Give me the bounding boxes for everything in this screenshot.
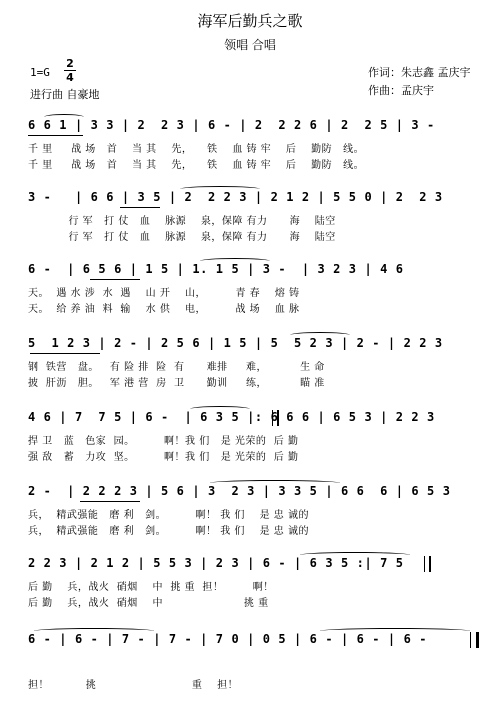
notation-line-4: 5 1 2 3 | 2 - | 2 5 6 | 1 5 | 5 5 2 3 | 2 - | 2 2 3	[28, 336, 443, 350]
song-title: 海军后勤兵之歌	[197, 12, 303, 30]
key-signature: 1=G	[30, 66, 50, 79]
time-signature-top: 2	[66, 57, 74, 70]
lyric-line-1b: 千 里 战 场 首 当 其 先， 铁 血 铸 牢 后 勤防 线。	[28, 160, 365, 170]
slur-mark	[190, 406, 250, 412]
tempo-style: 进行曲 自豪地	[30, 88, 100, 101]
lyric-line-6b: 兵， 精武强能 磨 利 剑。 啊！ 我 们 是 忠 诚的	[28, 526, 309, 536]
lyric-line-6a: 兵， 精武强能 磨 利 剑。 啊！ 我 们 是 忠 诚的	[28, 510, 309, 520]
lyric-line-4b: 披 肝沥 胆。 军 港 营 房 卫 勤训 练， 瞄 准	[28, 378, 325, 388]
lyric-line-8a: 担！ 挑 重 担！	[28, 680, 239, 690]
lyric-line-7a: 后 勤 兵，战火 硝烟 中 挑 重 担！ 啊！	[28, 582, 274, 592]
lyric-line-2b: 行 军 打 仗 血 脉源 泉，保障 有力 海 陆空	[28, 232, 336, 242]
lyric-line-5a: 捍 卫 蓝 色家 园。 啊！我 们 是 光荣的 后 勤	[28, 436, 299, 446]
composer-name: 孟庆宇	[401, 84, 434, 97]
lyric-line-2a: 行 军 打 仗 血 脉源 泉，保障 有力 海 陆空	[28, 216, 336, 226]
beam-line	[90, 279, 140, 280]
beam-line	[30, 353, 100, 354]
beam-line	[28, 135, 83, 136]
lyricist-name: 朱志鑫 孟庆宇	[401, 66, 471, 79]
lyric-line-7b: 后 勤 兵，战火 硝烟 中 挑 重	[28, 598, 269, 608]
notation-line-2: 3 - | 6 6 | 3 5 | 2 2 2 3 | 2 1 2 | 5 5 0 | 2 2 3	[28, 190, 443, 204]
notation-line-3: 6 - | 6 5 6 | 1 5 | 1. 1 5 | 3 - | 3 2 3 | 4 6	[28, 262, 404, 276]
slur-mark	[180, 186, 260, 192]
lyric-line-4a: 钢 铁营 盘。 有 险 排 险 有 难排 难， 生 命	[28, 362, 325, 372]
song-subtitle: 领唱 合唱	[224, 38, 276, 52]
slur-mark	[44, 114, 84, 120]
slur-mark	[34, 628, 154, 634]
repeat-start-barline	[272, 410, 279, 426]
slur-mark	[200, 258, 270, 264]
composer-label: 作曲：	[368, 84, 401, 97]
lyricist-label: 作词：	[368, 66, 401, 79]
beam-line	[80, 501, 140, 502]
credits	[368, 64, 471, 100]
lyric-line-3b: 天。 给 养 油 料 输 水 供 电， 战 场 血 脉	[28, 304, 300, 314]
notation-line-5: 4 6 | 7 7 5 | 6 - | 6 3 5 |: 6 6 6 | 6 5 3 | 2 2 3	[28, 410, 435, 424]
slur-mark	[320, 628, 470, 634]
lyric-line-5b: 强 敌 蓄 力攻 坚。 啊！我 们 是 光荣的 后 勤	[28, 452, 299, 462]
slur-mark	[300, 552, 410, 558]
time-signature-bottom: 4	[66, 71, 74, 84]
notation-line-8: 6 - | 6 - | 7 - | 7 - | 7 0 | 0 5 | 6 - | 6 - | 6 -	[28, 632, 428, 646]
lyric-line-1a: 千 里 战 场 首 当 其 先， 铁 血 铸 牢 后 勤防 线。	[28, 144, 365, 154]
lyric-line-3a: 天。 遇 水 涉 水 遇 山 开 山， 青 春 熔 铸	[28, 288, 300, 298]
notation-line-6: 2 - | 2 2 2 3 | 5 6 | 3 2 3 | 3 3 5 | 6 6 6 | 6 5 3	[28, 484, 451, 498]
slur-mark	[210, 480, 340, 486]
beam-line	[120, 207, 160, 208]
notation-line-7: 2 2 3 | 2 1 2 | 5 5 3 | 2 3 | 6 - | 6 3 5 :| 7 5	[28, 556, 404, 570]
final-barline	[470, 632, 479, 648]
time-signature	[64, 58, 76, 83]
notation-line-1: 6 6 1 | 3 3 | 2 2 3 | 6 - | 2 2 2 6 | 2 2 5 | 3 -	[28, 118, 435, 132]
repeat-end-barline	[424, 556, 431, 572]
slur-mark	[290, 332, 350, 338]
